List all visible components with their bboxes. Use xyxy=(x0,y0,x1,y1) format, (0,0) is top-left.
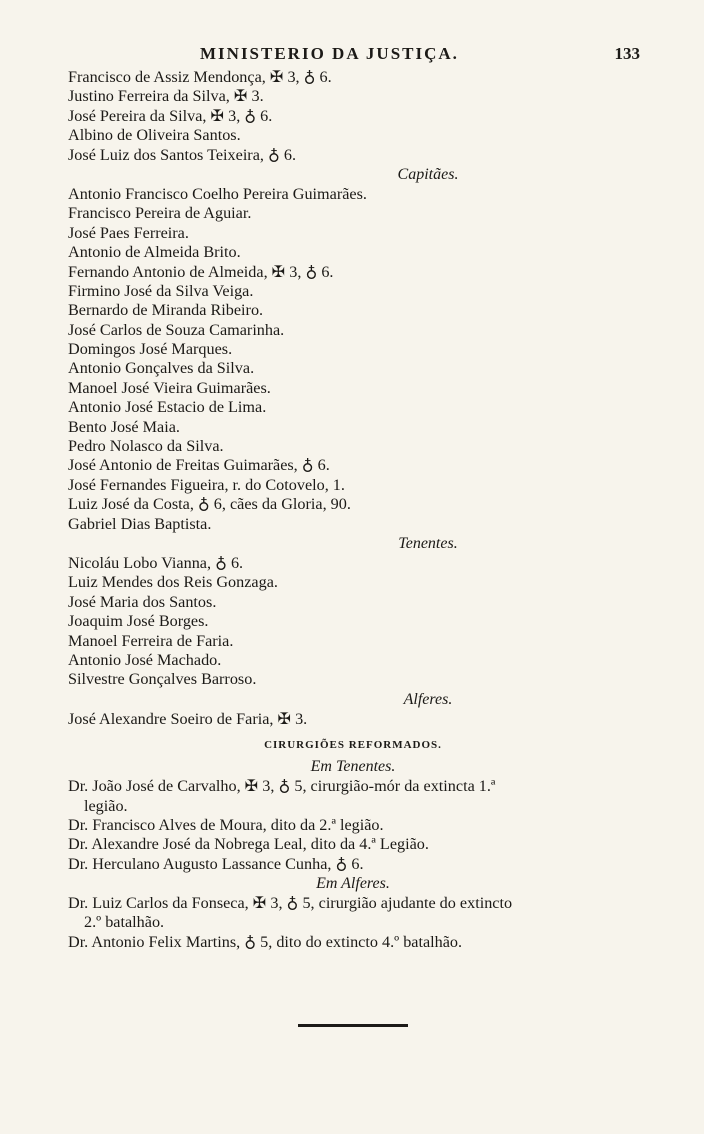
list-item: Manoel Ferreira de Faria. xyxy=(68,631,234,650)
page-header xyxy=(66,44,646,70)
section-heading-tenentes: Tenentes. xyxy=(398,534,458,552)
list-item: Francisco Pereira de Aguiar. xyxy=(68,204,252,223)
section-heading-cirurgioes: CIRURGIÕES REFORMADOS. xyxy=(264,739,442,752)
list-item: Dr. João José de Carvalho, ✠ 3, ♁ 5, cirurgião-mór da extincta 1.ª xyxy=(68,777,496,796)
footer-rule xyxy=(298,1024,408,1027)
list-item: Luiz Mendes dos Reis Gonzaga. xyxy=(68,573,278,592)
list-item: Nicoláu Lobo Vianna, ♁ 6. xyxy=(68,553,244,572)
list-item-continuation: legião. xyxy=(84,796,128,815)
list-item: Francisco de Assiz Mendonça, ✠ 3, ♁ 6. xyxy=(68,68,332,86)
list-item: Antonio José Machado. xyxy=(68,650,222,669)
list-item: Dr. Francisco Alves de Moura, dito da 2.ª legião. xyxy=(68,815,384,834)
list-item: Luiz José da Costa, ♁ 6, cães da Gloria, 90. xyxy=(68,495,351,514)
list-item: José Carlos de Souza Camarinha. xyxy=(68,320,285,339)
list-item: Joaquim José Borges. xyxy=(68,612,209,631)
list-item: Antonio Francisco Coelho Pereira Guimarães. xyxy=(68,184,367,203)
list-item: Bento José Maia. xyxy=(68,417,180,436)
list-item: José Pereira da Silva, ✠ 3, ♁ 6. xyxy=(68,106,273,125)
list-item: Albino de Oliveira Santos. xyxy=(68,126,241,145)
list-item: Manoel José Vieira Guimarães. xyxy=(68,378,271,397)
running-title: MINISTERIO DA JUSTIÇA. xyxy=(200,44,459,63)
list-item-continuation: 2.º batalhão. xyxy=(84,913,165,932)
list-item: Domingos José Marques. xyxy=(68,340,233,359)
page-body xyxy=(68,68,638,952)
page-number: 133 xyxy=(614,44,640,63)
list-item: Dr. Luiz Carlos da Fonseca, ✠ 3, ♁ 5, cirurgião ajudante do extincto xyxy=(68,894,513,913)
list-item: Antonio Gonçalves da Silva. xyxy=(68,359,255,378)
list-item: Dr. Herculano Augusto Lassance Cunha, ♁ 6. xyxy=(68,854,364,873)
list-item: Dr. Alexandre José da Nobrega Leal, dito da 4.ª Legião. xyxy=(68,835,429,854)
list-item: José Maria dos Santos. xyxy=(68,592,217,611)
list-item: José Fernandes Figueira, r. do Cotovelo, 1. xyxy=(68,475,345,494)
list-item: Bernardo de Miranda Ribeiro. xyxy=(68,301,264,320)
list-item: Justino Ferreira da Silva, ✠ 3. xyxy=(68,87,264,106)
list-item: Silvestre Gonçalves Barroso. xyxy=(68,670,257,689)
list-item: Dr. Antonio Felix Martins, ♁ 5, dito do extincto 4.º batalhão. xyxy=(68,932,463,951)
section-heading-capitaes: Capitães. xyxy=(397,165,459,183)
section-heading-em-tenentes: Em Tenentes. xyxy=(310,758,396,776)
list-item: José Luiz dos Santos Teixeira, ♁ 6. xyxy=(68,145,296,164)
list-item: Antonio José Estacio de Lima. xyxy=(68,398,267,417)
list-item: Gabriel Dias Baptista. xyxy=(68,514,212,533)
list-item: José Paes Ferreira. xyxy=(68,223,189,242)
list-item: Antonio de Almeida Brito. xyxy=(68,243,241,262)
list-item: Pedro Nolasco da Silva. xyxy=(68,437,224,456)
section-heading-em-alferes: Em Alferes. xyxy=(316,875,390,893)
list-item: José Antonio de Freitas Guimarães, ♁ 6. xyxy=(68,456,330,475)
list-item: José Alexandre Soeiro de Faria, ✠ 3. xyxy=(68,709,308,728)
list-item: Fernando Antonio de Almeida, ✠ 3, ♁ 6. xyxy=(68,262,334,281)
section-heading-alferes: Alferes. xyxy=(403,690,453,708)
list-item: Firmino José da Silva Veiga. xyxy=(68,281,254,300)
